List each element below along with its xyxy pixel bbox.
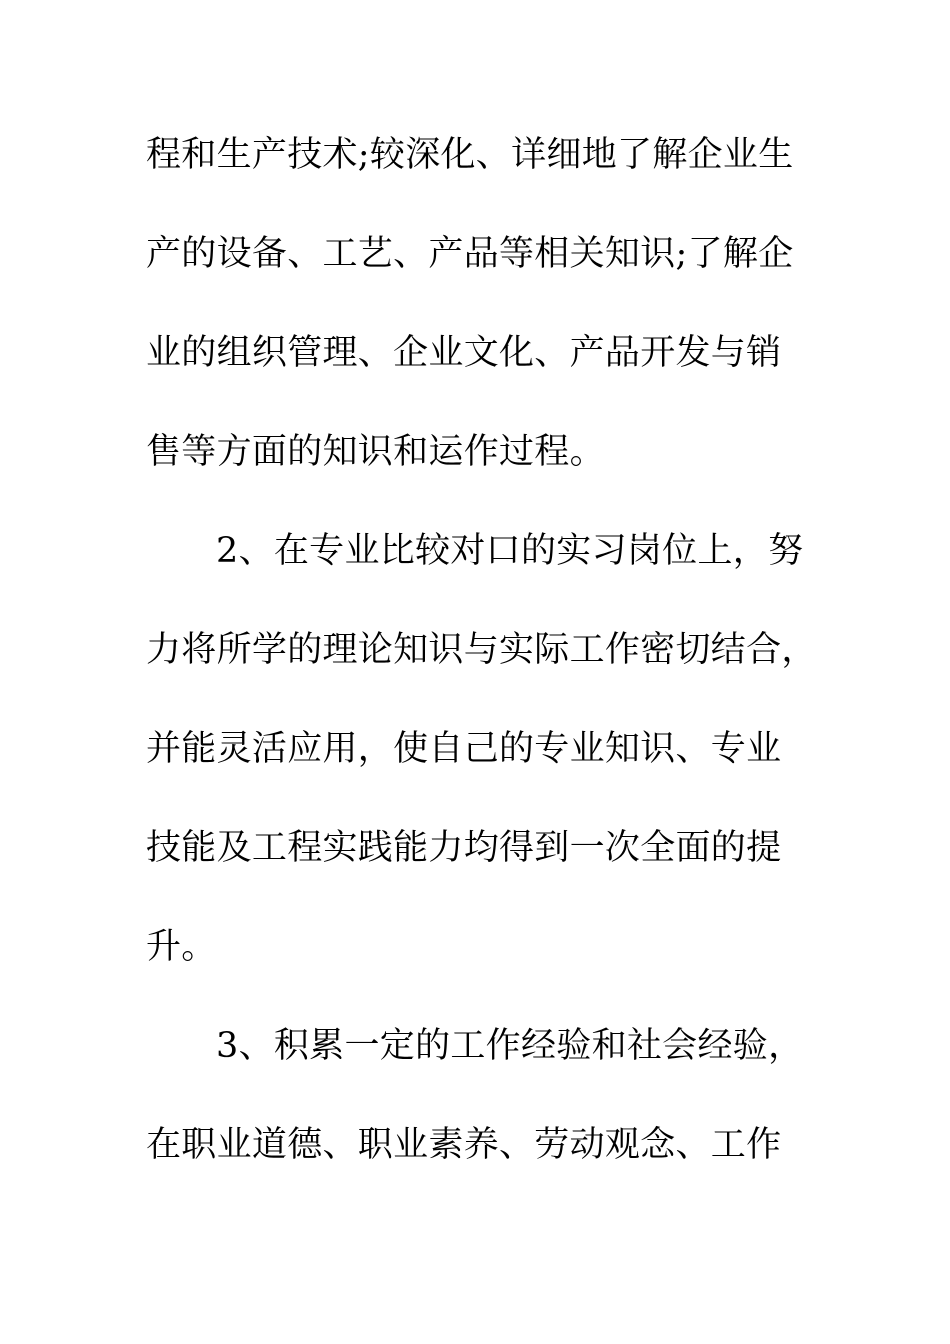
text-line: 力将所学的理论知识与实际工作密切结合，: [146, 630, 817, 670]
text-line: 业的组织管理、企业文化、产品开发与销: [146, 333, 782, 373]
text-line: 并能灵活应用，使自己的专业知识、专业: [146, 729, 782, 769]
text-line: 3、积累一定的工作经验和社会经验，: [216, 1026, 804, 1066]
text-line: 产的设备、工艺、产品等相关知识;了解企: [146, 234, 794, 274]
text-line: 程和生产技术;较深化、详细地了解企业生: [146, 135, 794, 175]
text-line: 升。: [146, 927, 217, 967]
text-line: 2、在专业比较对口的实习岗位上，努: [216, 531, 804, 571]
text-line: 在职业道德、职业素养、劳动观念、工作: [146, 1125, 782, 1165]
text-line: 售等方面的知识和运作过程。: [146, 432, 605, 472]
text-line: 技能及工程实践能力均得到一次全面的提: [146, 828, 782, 868]
